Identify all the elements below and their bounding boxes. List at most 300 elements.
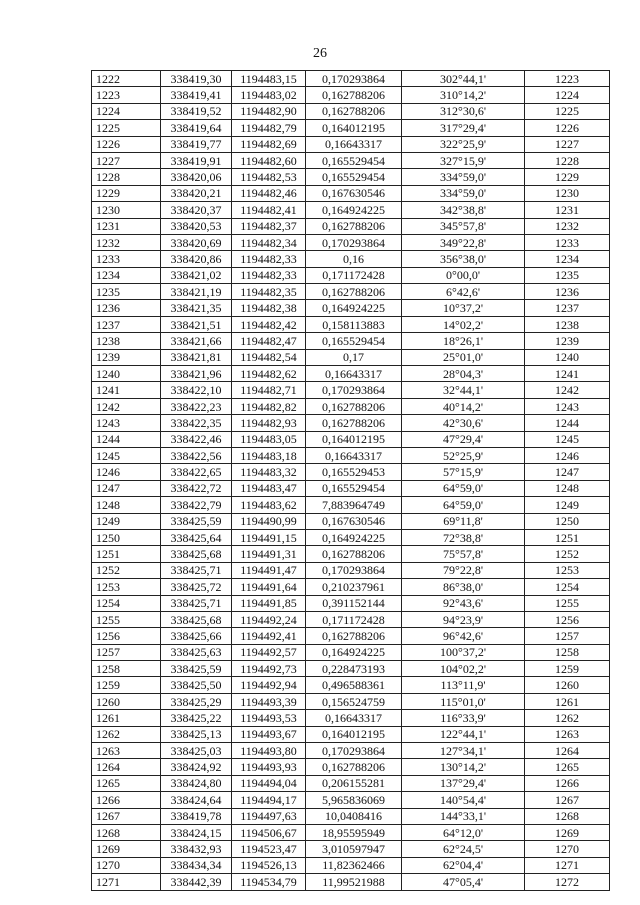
- y-coordinate-cell: 1194492,41: [232, 628, 306, 644]
- y-coordinate-cell: 1194482,46: [232, 185, 306, 201]
- table-row: [92, 366, 610, 382]
- next-point-cell: 1229: [525, 169, 610, 185]
- distance-cell: 0,162788206: [306, 87, 402, 103]
- point-number-cell: 1257: [92, 644, 161, 660]
- x-coordinate-cell: 338422,79: [161, 497, 232, 513]
- next-point-cell: 1267: [525, 792, 610, 808]
- point-number-cell: 1229: [92, 185, 161, 201]
- distance-cell: 0,171172428: [306, 267, 402, 283]
- next-point-cell: 1236: [525, 284, 610, 300]
- point-number-cell: 1238: [92, 333, 161, 349]
- point-number-cell: 1234: [92, 267, 161, 283]
- y-coordinate-cell: 1194483,02: [232, 87, 306, 103]
- table-row: [92, 415, 610, 431]
- point-number-cell: 1243: [92, 415, 161, 431]
- next-point-cell: 1235: [525, 267, 610, 283]
- direction-angle-cell: 342°38,8': [402, 202, 525, 218]
- x-coordinate-cell: 338420,06: [161, 169, 232, 185]
- direction-angle-cell: 75°57,8': [402, 546, 525, 562]
- point-number-cell: 1254: [92, 595, 161, 611]
- x-coordinate-cell: 338425,22: [161, 710, 232, 726]
- next-point-cell: 1265: [525, 759, 610, 775]
- distance-cell: 0,162788206: [306, 628, 402, 644]
- direction-angle-cell: 32°44,1': [402, 382, 525, 398]
- direction-angle-cell: 96°42,6': [402, 628, 525, 644]
- distance-cell: 0,162788206: [306, 284, 402, 300]
- next-point-cell: 1257: [525, 628, 610, 644]
- next-point-cell: 1224: [525, 87, 610, 103]
- point-number-cell: 1247: [92, 480, 161, 496]
- x-coordinate-cell: 338421,02: [161, 267, 232, 283]
- next-point-cell: 1248: [525, 480, 610, 496]
- x-coordinate-cell: 338424,64: [161, 792, 232, 808]
- next-point-cell: 1254: [525, 579, 610, 595]
- table-row: [92, 136, 610, 152]
- page-number: 26: [313, 46, 327, 61]
- table-row: [92, 513, 610, 529]
- y-coordinate-cell: 1194482,47: [232, 333, 306, 349]
- distance-cell: 0,391152144: [306, 595, 402, 611]
- distance-cell: 0,16643317: [306, 710, 402, 726]
- table-row: [92, 857, 610, 873]
- point-number-cell: 1240: [92, 366, 161, 382]
- y-coordinate-cell: 1194482,35: [232, 284, 306, 300]
- point-number-cell: 1225: [92, 120, 161, 136]
- point-number-cell: 1239: [92, 349, 161, 365]
- next-point-cell: 1247: [525, 464, 610, 480]
- direction-angle-cell: 79°22,8': [402, 562, 525, 578]
- distance-cell: 0,162788206: [306, 546, 402, 562]
- x-coordinate-cell: 338425,13: [161, 726, 232, 742]
- point-number-cell: 1241: [92, 382, 161, 398]
- distance-cell: 0,206155281: [306, 775, 402, 791]
- point-number-cell: 1244: [92, 431, 161, 447]
- distance-cell: 0,162788206: [306, 759, 402, 775]
- y-coordinate-cell: 1194492,57: [232, 644, 306, 660]
- next-point-cell: 1252: [525, 546, 610, 562]
- table-row: [92, 120, 610, 136]
- point-number-cell: 1263: [92, 743, 161, 759]
- y-coordinate-cell: 1194506,67: [232, 824, 306, 840]
- x-coordinate-cell: 338425,72: [161, 579, 232, 595]
- y-coordinate-cell: 1194482,60: [232, 152, 306, 168]
- y-coordinate-cell: 1194493,93: [232, 759, 306, 775]
- next-point-cell: 1272: [525, 874, 610, 890]
- distance-cell: 11,82362466: [306, 857, 402, 873]
- y-coordinate-cell: 1194482,54: [232, 349, 306, 365]
- next-point-cell: 1269: [525, 824, 610, 840]
- next-point-cell: 1264: [525, 743, 610, 759]
- point-number-cell: 1235: [92, 284, 161, 300]
- point-number-cell: 1262: [92, 726, 161, 742]
- table-row: [92, 644, 610, 660]
- distance-cell: 0,165529454: [306, 152, 402, 168]
- point-number-cell: 1224: [92, 103, 161, 119]
- distance-cell: 0,164924225: [306, 529, 402, 545]
- distance-cell: 0,164012195: [306, 120, 402, 136]
- distance-cell: 0,171172428: [306, 611, 402, 627]
- y-coordinate-cell: 1194482,41: [232, 202, 306, 218]
- point-number-cell: 1223: [92, 87, 161, 103]
- direction-angle-cell: 310°14,2': [402, 87, 525, 103]
- distance-cell: 0,164924225: [306, 300, 402, 316]
- x-coordinate-cell: 338420,69: [161, 234, 232, 250]
- next-point-cell: 1228: [525, 152, 610, 168]
- next-point-cell: 1230: [525, 185, 610, 201]
- distance-cell: 0,170293864: [306, 234, 402, 250]
- direction-angle-cell: 349°22,8': [402, 234, 525, 250]
- next-point-cell: 1237: [525, 300, 610, 316]
- y-coordinate-cell: 1194482,37: [232, 218, 306, 234]
- x-coordinate-cell: 338420,53: [161, 218, 232, 234]
- x-coordinate-cell: 338419,77: [161, 136, 232, 152]
- direction-angle-cell: 94°23,9': [402, 611, 525, 627]
- point-number-cell: 1251: [92, 546, 161, 562]
- next-point-cell: 1244: [525, 415, 610, 431]
- table-row: [92, 726, 610, 742]
- next-point-cell: 1253: [525, 562, 610, 578]
- distance-cell: 3,010597947: [306, 841, 402, 857]
- x-coordinate-cell: 338425,68: [161, 546, 232, 562]
- table-row: [92, 562, 610, 578]
- direction-angle-cell: 345°57,8': [402, 218, 525, 234]
- y-coordinate-cell: 1194493,67: [232, 726, 306, 742]
- table-row: [92, 333, 610, 349]
- distance-cell: 0,156524759: [306, 693, 402, 709]
- next-point-cell: 1263: [525, 726, 610, 742]
- direction-angle-cell: 322°25,9': [402, 136, 525, 152]
- y-coordinate-cell: 1194482,69: [232, 136, 306, 152]
- x-coordinate-cell: 338421,81: [161, 349, 232, 365]
- point-number-cell: 1255: [92, 611, 161, 627]
- direction-angle-cell: 115°01,0': [402, 693, 525, 709]
- x-coordinate-cell: 338420,21: [161, 185, 232, 201]
- point-number-cell: 1231: [92, 218, 161, 234]
- distance-cell: 0,162788206: [306, 398, 402, 414]
- direction-angle-cell: 113°11,9': [402, 677, 525, 693]
- distance-cell: 0,170293864: [306, 743, 402, 759]
- table-row: [92, 529, 610, 545]
- direction-angle-cell: 47°29,4': [402, 431, 525, 447]
- x-coordinate-cell: 338442,39: [161, 874, 232, 890]
- x-coordinate-cell: 338419,78: [161, 808, 232, 824]
- x-coordinate-cell: 338422,10: [161, 382, 232, 398]
- direction-angle-cell: 64°59,0': [402, 497, 525, 513]
- point-number-cell: 1271: [92, 874, 161, 890]
- direction-angle-cell: 64°59,0': [402, 480, 525, 496]
- y-coordinate-cell: 1194493,39: [232, 693, 306, 709]
- next-point-cell: 1238: [525, 316, 610, 332]
- point-number-cell: 1246: [92, 464, 161, 480]
- distance-cell: 18,95595949: [306, 824, 402, 840]
- distance-cell: 5,965836069: [306, 792, 402, 808]
- table-row: [92, 349, 610, 365]
- distance-cell: 0,16643317: [306, 447, 402, 463]
- direction-angle-cell: 0°00,0': [402, 267, 525, 283]
- direction-angle-cell: 14°02,2': [402, 316, 525, 332]
- distance-cell: 0,165529454: [306, 169, 402, 185]
- x-coordinate-cell: 338422,65: [161, 464, 232, 480]
- x-coordinate-cell: 338422,72: [161, 480, 232, 496]
- table-row: [92, 661, 610, 677]
- y-coordinate-cell: 1194526,13: [232, 857, 306, 873]
- table-row: [92, 103, 610, 119]
- next-point-cell: 1243: [525, 398, 610, 414]
- point-number-cell: 1265: [92, 775, 161, 791]
- y-coordinate-cell: 1194523,47: [232, 841, 306, 857]
- next-point-cell: 1234: [525, 251, 610, 267]
- y-coordinate-cell: 1194483,62: [232, 497, 306, 513]
- table-row: [92, 169, 610, 185]
- distance-cell: 7,883964749: [306, 497, 402, 513]
- point-number-cell: 1222: [92, 71, 161, 87]
- x-coordinate-cell: 338425,68: [161, 611, 232, 627]
- x-coordinate-cell: 338422,23: [161, 398, 232, 414]
- x-coordinate-cell: 338425,59: [161, 661, 232, 677]
- y-coordinate-cell: 1194482,38: [232, 300, 306, 316]
- point-number-cell: 1270: [92, 857, 161, 873]
- direction-angle-cell: 52°25,9': [402, 447, 525, 463]
- point-number-cell: 1267: [92, 808, 161, 824]
- distance-cell: 0,16643317: [306, 136, 402, 152]
- table-row: [92, 628, 610, 644]
- next-point-cell: 1232: [525, 218, 610, 234]
- point-number-cell: 1258: [92, 661, 161, 677]
- table-row: [92, 611, 610, 627]
- point-number-cell: 1248: [92, 497, 161, 513]
- distance-cell: 0,496588361: [306, 677, 402, 693]
- direction-angle-cell: 6°42,6': [402, 284, 525, 300]
- table-row: [92, 71, 610, 87]
- next-point-cell: 1225: [525, 103, 610, 119]
- table-row: [92, 202, 610, 218]
- point-number-cell: 1232: [92, 234, 161, 250]
- coordinates-table-body: [92, 71, 610, 891]
- direction-angle-cell: 86°38,0': [402, 579, 525, 595]
- direction-angle-cell: 72°38,8': [402, 529, 525, 545]
- x-coordinate-cell: 338421,19: [161, 284, 232, 300]
- point-number-cell: 1227: [92, 152, 161, 168]
- table-row: [92, 710, 610, 726]
- point-number-cell: 1233: [92, 251, 161, 267]
- direction-angle-cell: 144°33,1': [402, 808, 525, 824]
- direction-angle-cell: 122°44,1': [402, 726, 525, 742]
- y-coordinate-cell: 1194482,53: [232, 169, 306, 185]
- table-row: [92, 316, 610, 332]
- table-row: [92, 759, 610, 775]
- x-coordinate-cell: 338424,15: [161, 824, 232, 840]
- y-coordinate-cell: 1194492,73: [232, 661, 306, 677]
- x-coordinate-cell: 338420,37: [161, 202, 232, 218]
- point-number-cell: 1230: [92, 202, 161, 218]
- table-row: [92, 284, 610, 300]
- point-number-cell: 1259: [92, 677, 161, 693]
- point-number-cell: 1237: [92, 316, 161, 332]
- direction-angle-cell: 40°14,2': [402, 398, 525, 414]
- coordinates-table: [91, 70, 610, 891]
- y-coordinate-cell: 1194491,85: [232, 595, 306, 611]
- direction-angle-cell: 317°29,4': [402, 120, 525, 136]
- distance-cell: 0,210237961: [306, 579, 402, 595]
- direction-angle-cell: 137°29,4': [402, 775, 525, 791]
- distance-cell: 0,162788206: [306, 103, 402, 119]
- next-point-cell: 1223: [525, 71, 610, 87]
- distance-cell: 0,170293864: [306, 382, 402, 398]
- x-coordinate-cell: 338422,56: [161, 447, 232, 463]
- next-point-cell: 1246: [525, 447, 610, 463]
- table-row: [92, 431, 610, 447]
- next-point-cell: 1256: [525, 611, 610, 627]
- table-row: [92, 874, 610, 890]
- point-number-cell: 1252: [92, 562, 161, 578]
- direction-angle-cell: 104°02,2': [402, 661, 525, 677]
- table-row: [92, 300, 610, 316]
- x-coordinate-cell: 338425,71: [161, 595, 232, 611]
- x-coordinate-cell: 338425,59: [161, 513, 232, 529]
- next-point-cell: 1268: [525, 808, 610, 824]
- direction-angle-cell: 62°24,5': [402, 841, 525, 857]
- y-coordinate-cell: 1194482,33: [232, 267, 306, 283]
- x-coordinate-cell: 338425,29: [161, 693, 232, 709]
- x-coordinate-cell: 338422,46: [161, 431, 232, 447]
- distance-cell: 0,17: [306, 349, 402, 365]
- direction-angle-cell: 327°15,9': [402, 152, 525, 168]
- next-point-cell: 1250: [525, 513, 610, 529]
- direction-angle-cell: 127°34,1': [402, 743, 525, 759]
- distance-cell: 0,165529454: [306, 480, 402, 496]
- table-row: [92, 382, 610, 398]
- direction-angle-cell: 69°11,8': [402, 513, 525, 529]
- y-coordinate-cell: 1194491,31: [232, 546, 306, 562]
- next-point-cell: 1266: [525, 775, 610, 791]
- direction-angle-cell: 334°59,0': [402, 169, 525, 185]
- direction-angle-cell: 334°59,0': [402, 185, 525, 201]
- next-point-cell: 1239: [525, 333, 610, 349]
- direction-angle-cell: 28°04,3': [402, 366, 525, 382]
- direction-angle-cell: 92°43,6': [402, 595, 525, 611]
- table-row: [92, 546, 610, 562]
- table-row: [92, 579, 610, 595]
- point-number-cell: 1236: [92, 300, 161, 316]
- distance-cell: 0,16: [306, 251, 402, 267]
- table-row: [92, 792, 610, 808]
- table-row: [92, 480, 610, 496]
- y-coordinate-cell: 1194482,71: [232, 382, 306, 398]
- point-number-cell: 1268: [92, 824, 161, 840]
- next-point-cell: 1227: [525, 136, 610, 152]
- y-coordinate-cell: 1194493,53: [232, 710, 306, 726]
- distance-cell: 0,164012195: [306, 431, 402, 447]
- next-point-cell: 1249: [525, 497, 610, 513]
- distance-cell: 11,99521988: [306, 874, 402, 890]
- table-row: [92, 693, 610, 709]
- y-coordinate-cell: 1194483,18: [232, 447, 306, 463]
- distance-cell: 0,165529453: [306, 464, 402, 480]
- next-point-cell: 1260: [525, 677, 610, 693]
- next-point-cell: 1251: [525, 529, 610, 545]
- point-number-cell: 1264: [92, 759, 161, 775]
- direction-angle-cell: 18°26,1': [402, 333, 525, 349]
- y-coordinate-cell: 1194491,15: [232, 529, 306, 545]
- y-coordinate-cell: 1194483,15: [232, 71, 306, 87]
- distance-cell: 0,164012195: [306, 726, 402, 742]
- table-row: [92, 595, 610, 611]
- direction-angle-cell: 356°38,0': [402, 251, 525, 267]
- y-coordinate-cell: 1194483,32: [232, 464, 306, 480]
- y-coordinate-cell: 1194482,34: [232, 234, 306, 250]
- distance-cell: 0,170293864: [306, 562, 402, 578]
- direction-angle-cell: 47°05,4': [402, 874, 525, 890]
- table-row: [92, 677, 610, 693]
- point-number-cell: 1249: [92, 513, 161, 529]
- y-coordinate-cell: 1194482,90: [232, 103, 306, 119]
- next-point-cell: 1245: [525, 431, 610, 447]
- x-coordinate-cell: 338425,64: [161, 529, 232, 545]
- distance-cell: 0,164924225: [306, 202, 402, 218]
- y-coordinate-cell: 1194482,62: [232, 366, 306, 382]
- table-row: [92, 743, 610, 759]
- point-number-cell: 1253: [92, 579, 161, 595]
- y-coordinate-cell: 1194492,94: [232, 677, 306, 693]
- y-coordinate-cell: 1194492,24: [232, 611, 306, 627]
- x-coordinate-cell: 338425,63: [161, 644, 232, 660]
- x-coordinate-cell: 338424,92: [161, 759, 232, 775]
- distance-cell: 0,228473193: [306, 661, 402, 677]
- table-row: [92, 234, 610, 250]
- direction-angle-cell: 64°12,0': [402, 824, 525, 840]
- table-row: [92, 808, 610, 824]
- table-row: [92, 824, 610, 840]
- x-coordinate-cell: 338425,03: [161, 743, 232, 759]
- direction-angle-cell: 100°37,2': [402, 644, 525, 660]
- next-point-cell: 1231: [525, 202, 610, 218]
- distance-cell: 0,167630546: [306, 513, 402, 529]
- x-coordinate-cell: 338419,41: [161, 87, 232, 103]
- next-point-cell: 1270: [525, 841, 610, 857]
- point-number-cell: 1261: [92, 710, 161, 726]
- y-coordinate-cell: 1194497,63: [232, 808, 306, 824]
- next-point-cell: 1259: [525, 661, 610, 677]
- y-coordinate-cell: 1194482,82: [232, 398, 306, 414]
- distance-cell: 0,164924225: [306, 644, 402, 660]
- table-row: [92, 447, 610, 463]
- y-coordinate-cell: 1194491,47: [232, 562, 306, 578]
- x-coordinate-cell: 338419,64: [161, 120, 232, 136]
- next-point-cell: 1226: [525, 120, 610, 136]
- y-coordinate-cell: 1194534,79: [232, 874, 306, 890]
- direction-angle-cell: 116°33,9': [402, 710, 525, 726]
- next-point-cell: 1258: [525, 644, 610, 660]
- point-number-cell: 1250: [92, 529, 161, 545]
- table-row: [92, 841, 610, 857]
- x-coordinate-cell: 338432,93: [161, 841, 232, 857]
- y-coordinate-cell: 1194483,05: [232, 431, 306, 447]
- x-coordinate-cell: 338419,52: [161, 103, 232, 119]
- direction-angle-cell: 62°04,4': [402, 857, 525, 873]
- table-row: [92, 464, 610, 480]
- y-coordinate-cell: 1194482,93: [232, 415, 306, 431]
- x-coordinate-cell: 338420,86: [161, 251, 232, 267]
- table-row: [92, 398, 610, 414]
- distance-cell: 0,165529454: [306, 333, 402, 349]
- x-coordinate-cell: 338424,80: [161, 775, 232, 791]
- y-coordinate-cell: 1194482,33: [232, 251, 306, 267]
- direction-angle-cell: 25°01,0': [402, 349, 525, 365]
- next-point-cell: 1242: [525, 382, 610, 398]
- next-point-cell: 1241: [525, 366, 610, 382]
- x-coordinate-cell: 338425,50: [161, 677, 232, 693]
- x-coordinate-cell: 338421,66: [161, 333, 232, 349]
